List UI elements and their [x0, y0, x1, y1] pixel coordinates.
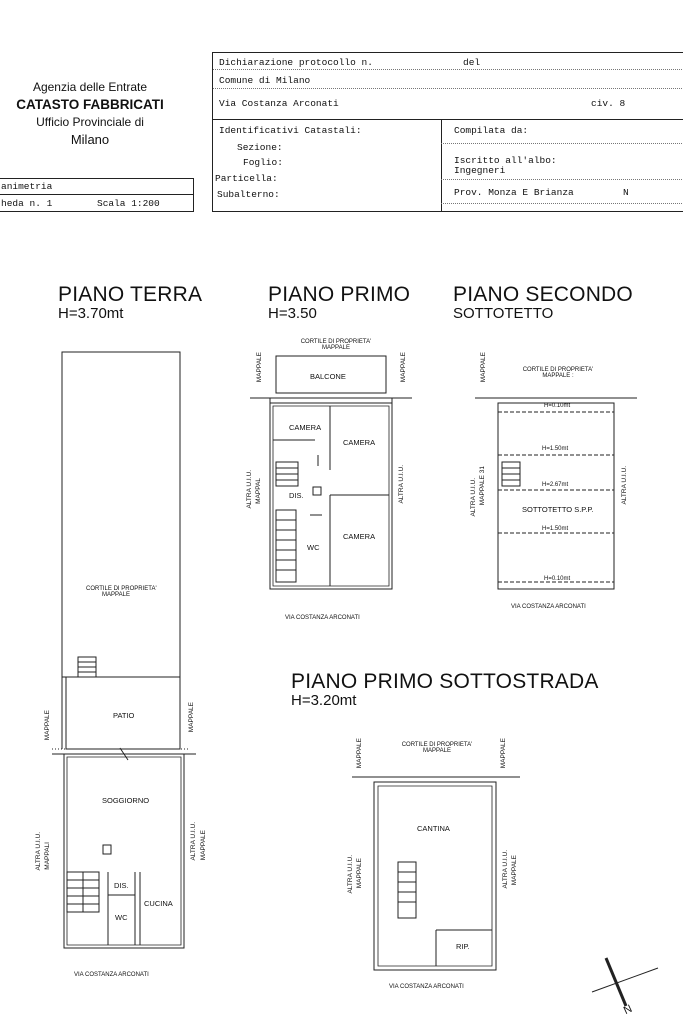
secondo-mappale-text: MAPPALE : — [542, 373, 574, 379]
rip-label: RIP. — [456, 942, 470, 951]
primo-right-mappale: MAPPALE — [400, 352, 407, 383]
terra-courtyard-text: CORTILE DI PROPRIETA' — [86, 586, 157, 592]
scale-label: Scala 1:200 — [97, 198, 160, 209]
ingegneri-label: Ingegneri — [454, 165, 506, 176]
provincia-label: Prov. Monza E Brianza — [454, 187, 574, 198]
terra-right-mappale: MAPPALE — [188, 702, 195, 733]
sottostrada-mappale-text: MAPPALE — [423, 748, 451, 754]
primo-camera1-label: CAMERA — [289, 423, 322, 432]
primo-courtyard-label — [296, 339, 376, 351]
sottostrada-right-mappale2: MAPPALE — [511, 855, 518, 886]
n-label: N — [623, 187, 629, 198]
piano-terra-title: PIANO TERRA — [58, 283, 203, 306]
agency-name: Agenzia delle Entrate — [32, 80, 148, 94]
secondo-mappale31: MAPPALE 31 — [479, 466, 486, 506]
piano-primo-title: PIANO PRIMO — [268, 283, 411, 306]
sottostrada-left-altra: ALTRA U.I.U. — [347, 855, 354, 894]
sottotetto-label: SOTTOTETTO S.P.P. — [522, 505, 594, 514]
terra-right-mappale2: MAPPALE — [200, 830, 207, 861]
ufficio-label: Ufficio Provinciale di — [36, 115, 144, 129]
terra-mappale-text: MAPPALE — [102, 592, 130, 598]
terra-right-altra: ALTRA U.I.U. — [190, 822, 197, 861]
secondo-h4: H=1.50mt — [542, 526, 569, 532]
sottostrada-left-mappale: MAPPALE — [356, 738, 363, 769]
cantina-label: CANTINA — [417, 824, 450, 833]
secondo-h1: H=0.10mt — [544, 403, 571, 409]
secondo-h3: H=2.67mt — [542, 482, 569, 488]
identificativi-label: Identificativi Catastali: — [219, 125, 362, 136]
sottostrada-right-mappale: MAPPALE — [500, 738, 507, 769]
compilata-label: Compilata da: — [454, 125, 529, 136]
secondo-h5: H=0.10mt — [544, 576, 571, 582]
secondo-courtyard-text: CORTILE DI PROPRIETA' — [522, 367, 594, 373]
planimetria-label: animetria — [1, 181, 53, 192]
piano-primo-height: H=3.50 — [268, 305, 317, 322]
terra-left-mappale: MAPPALE — [44, 710, 51, 741]
sottostrada-left-mappale2: MAPPALE — [356, 858, 363, 889]
primo-left-mappale: MAPPALE — [256, 352, 263, 383]
primo-wc-label: WC — [307, 543, 320, 552]
terra-courtyard-label — [86, 586, 157, 598]
terra-courtyard-outline — [62, 352, 180, 677]
north-arrow-line — [592, 968, 658, 992]
primo-courtyard-text: CORTILE DI PROPRIETA' — [300, 339, 372, 345]
foglio-label: Foglio: — [243, 157, 283, 168]
secondo-courtyard-label — [518, 367, 598, 379]
primo-left-mappal: MAPPAL — [255, 478, 262, 504]
sottostrada-courtyard-label — [395, 742, 479, 754]
civico-label: civ. 8 — [591, 98, 626, 109]
soggiorno-label: SOGGIORNO — [102, 796, 150, 805]
city-label: Milano — [70, 132, 110, 147]
secondo-house-outline — [498, 403, 614, 589]
piano-terra-height: H=3.70mt — [58, 305, 124, 322]
particella-label: Particella: — [215, 173, 278, 184]
north-arrow-icon — [606, 958, 626, 1006]
catasto-title: CATASTO FABBRICATI — [16, 97, 164, 112]
piano-secondo-title: PIANO SECONDO — [453, 283, 633, 306]
primo-dis-label: DIS. — [289, 491, 304, 500]
sottostrada-stairs — [398, 862, 416, 918]
sottostrada-height: H=3.20mt — [291, 692, 357, 709]
terra-left-mappali: MAPPALI — [44, 842, 51, 870]
primo-left-altra: ALTRA U.I.U. — [246, 470, 253, 509]
sottostrada-right-altra: ALTRA U.I.U. — [502, 850, 509, 889]
secondo-right-altra: ALTRA U.I.U. — [621, 466, 628, 505]
sottostrada-house-outline — [374, 782, 496, 970]
iscritto-label: Iscritto all'albo: — [454, 155, 557, 166]
sottostrada-title: PIANO PRIMO SOTTOSTRADA — [291, 670, 599, 693]
primo-street-label: VIA COSTANZA ARCONATI — [285, 615, 360, 621]
primo-camera3-label: CAMERA — [343, 532, 376, 541]
balcone-label: BALCONE — [310, 372, 346, 381]
sottostrada-courtyard-text: CORTILE DI PROPRIETA' — [401, 742, 473, 748]
primo-camera2-label: CAMERA — [343, 438, 376, 447]
comune-label: Comune di Milano — [219, 75, 311, 86]
del-label: del — [463, 57, 481, 68]
secondo-left-altra: ALTRA U.I.U. — [470, 478, 477, 517]
terra-dis-label: DIS. — [114, 881, 129, 890]
cucina-label: CUCINA — [144, 899, 173, 908]
secondo-h2: H=1.50mt — [542, 446, 569, 452]
scheda-label: heda n. 1 — [1, 198, 53, 209]
secondo-street-label: VIA COSTANZA ARCONATI — [511, 604, 586, 610]
terra-street-label: VIA COSTANZA ARCONATI — [74, 972, 149, 978]
piano-secondo-subtitle: SOTTOTETTO — [453, 305, 554, 322]
subalterno-label: Subalterno: — [217, 189, 280, 200]
patio-label: PATIO — [113, 711, 135, 720]
via-label: Via Costanza Arconati — [219, 98, 339, 109]
north-label: N — [621, 1002, 635, 1018]
terra-wc-label: WC — [115, 913, 128, 922]
terra-left-altra: ALTRA U.I.U. — [35, 832, 42, 871]
primo-right-altra: ALTRA U.I.U. — [398, 465, 405, 504]
sezione-label: Sezione: — [237, 142, 283, 153]
primo-mappale-text: MAPPALE — [322, 345, 350, 351]
secondo-left-mappale: MAPPALE — [480, 352, 487, 383]
protocol-label: Dichiarazione protocollo n. — [219, 57, 373, 68]
sottostrada-street-label: VIA COSTANZA ARCONATI — [389, 984, 464, 990]
